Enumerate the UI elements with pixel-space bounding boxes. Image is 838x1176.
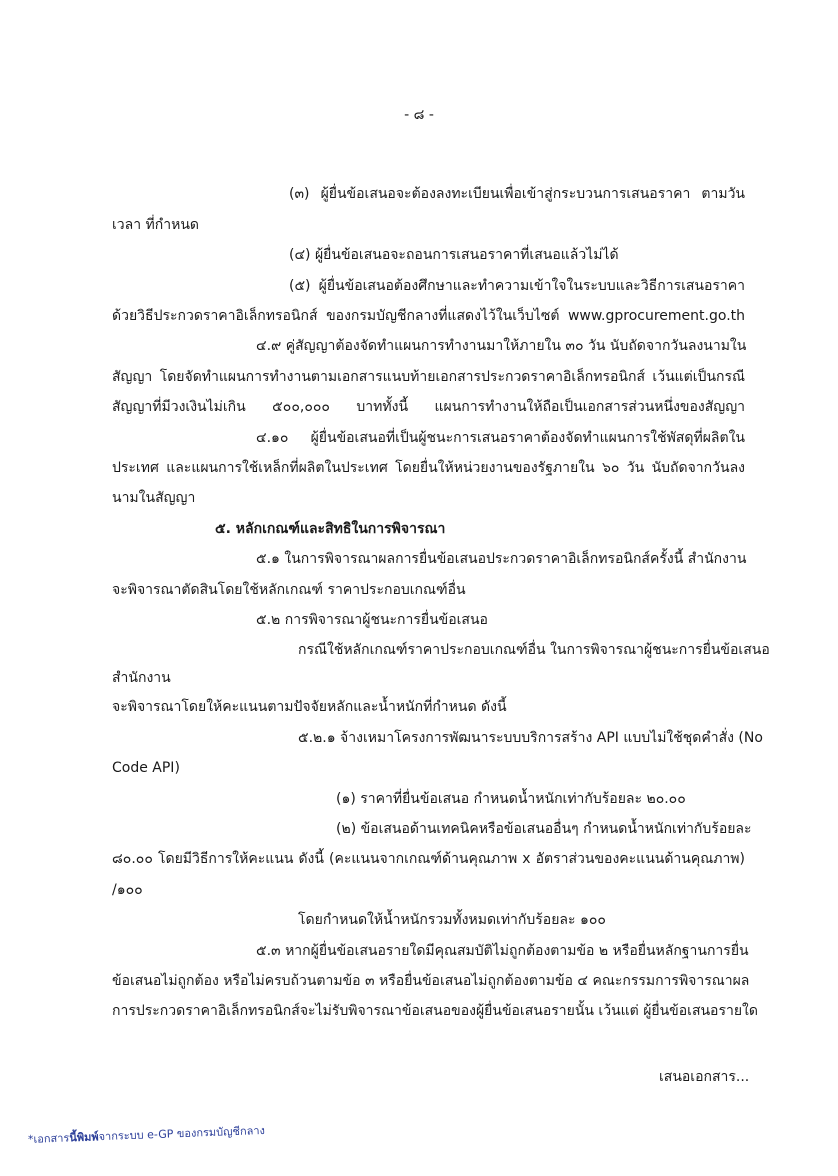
paragraph-line: จะพิจารณาตัดสินโดยใช้หลักเกณฑ์ ราคาประกอบเกณฑ์อื่น xyxy=(112,582,466,598)
stamp-text-2: นี้พิมพ์ xyxy=(69,1130,99,1145)
paragraph-line: (๑) ราคาที่ยื่นข้อเสนอ กำหนดน้ำหนักเท่ากับร้อยละ ๒๐.๐๐ xyxy=(336,791,686,807)
egp-print-stamp xyxy=(28,1121,266,1148)
page-number: - ๘ - xyxy=(404,107,434,123)
paragraph-line: ๕.๓ หากผู้ยื่นข้อเสนอรายใดมีคุณสมบัติไม่ถูกต้องตามข้อ ๒ หรือยื่นหลักฐานการยื่น xyxy=(256,943,749,959)
stamp-text-1: *เอกสาร xyxy=(27,1131,70,1146)
paragraph-line: ๕.๒ การพิจารณาผู้ชนะการยื่นข้อเสนอ xyxy=(256,612,488,628)
paragraph-line: เวลา ที่กำหนด xyxy=(112,217,199,233)
paragraph-line: จะพิจารณาโดยให้คะแนนตามปัจจัยหลักและน้ำหนักที่กำหนด ดังนี้ xyxy=(112,699,507,715)
paragraph-line: นามในสัญญา xyxy=(112,490,196,506)
paragraph-line: (๒) ข้อเสนอด้านเทคนิคหรือข้อเสนออื่นๆ กำหนดน้ำหนักเท่ากับร้อยละ xyxy=(336,821,752,837)
paragraph-line: ๔.๙ คู่สัญญาต้องจัดทำแผนการทำงานมาให้ภายใน ๓๐ วัน นับถัดจากวันลงนามใน xyxy=(256,338,747,354)
paragraph-line: ประเทศ และแผนการใช้เหล็กที่ผลิตในประเทศ โดยยื่นให้หน่วยงานของรัฐภายใน ๖๐ วัน นับถัดจากวันลง xyxy=(112,460,745,476)
paragraph-line: /๑๐๐ xyxy=(112,882,143,898)
stamp-text-3: จากระบบ e-GP ของกรมบัญชีกลาง xyxy=(98,1123,266,1144)
paragraph-line: กรณีใช้หลักเกณฑ์ราคาประกอบเกณฑ์อื่น ในการพิจารณาผู้ชนะการยื่นข้อเสนอ xyxy=(298,642,770,658)
paragraph-line: (๔) ผู้ยื่นข้อเสนอจะถอนการเสนอราคาที่เสนอแล้วไม่ได้ xyxy=(289,247,619,263)
continuation-note: เสนอเอกสาร... xyxy=(659,1069,750,1085)
paragraph-line: ๕.๑ ในการพิจารณาผลการยื่นข้อเสนอประกวดราคาอิเล็กทรอนิกส์ครั้งนี้ สำนักงาน xyxy=(256,551,747,567)
paragraph-line: (๕) ผู้ยื่นข้อเสนอต้องศึกษาและทำความเข้าใจในระบบและวิธีการเสนอราคา xyxy=(289,278,745,294)
paragraph-line: Code API) xyxy=(112,760,180,776)
paragraph-line: ข้อเสนอไม่ถูกต้อง หรือไม่ครบถ้วนตามข้อ ๓ หรือยื่นข้อเสนอไม่ถูกต้องตามข้อ ๔ คณะกรรมการพิจารณาผล xyxy=(112,973,750,989)
paragraph-line: ด้วยวิธีประกวดราคาอิเล็กทรอนิกส์ ของกรมบัญชีกลางที่แสดงไว้ในเว็บไซต์ www.gprocurement.go.th xyxy=(112,308,745,324)
section-heading: ๕. หลักเกณฑ์และสิทธิในการพิจารณา xyxy=(215,521,446,537)
paragraph-line: สัญญา โดยจัดทำแผนการทำงานตามเอกสารแนบท้ายเอกสารประกวดราคาอิเล็กทรอนิกส์ เว้นแต่เป็นกรณี xyxy=(112,369,745,385)
paragraph-line: ๘๐.๐๐ โดยมีวิธีการให้คะแนน ดังนี้ (คะแนนจากเกณฑ์ด้านคุณภาพ x อัตราส่วนของคะแนนด้านคุณภาพ) xyxy=(112,851,745,867)
paragraph-line: สำนักงาน xyxy=(112,670,171,686)
paragraph-line: ๔.๑๐ ผู้ยื่นข้อเสนอที่เป็นผู้ชนะการเสนอราคาต้องจัดทำแผนการใช้พัสดุที่ผลิตใน xyxy=(256,430,745,446)
paragraph-line: (๓) ผู้ยื่นข้อเสนอจะต้องลงทะเบียนเพื่อเข้าสู่กระบวนการเสนอราคา ตามวัน xyxy=(289,186,745,202)
paragraph-line: โดยกำหนดให้น้ำหนักรวมทั้งหมดเท่ากับร้อยละ ๑๐๐ xyxy=(298,912,606,928)
paragraph-line: ๕.๒.๑ จ้างเหมาโครงการพัฒนาระบบบริการสร้าง API แบบไม่ใช้ชุดคำสั่ง (No xyxy=(298,730,763,746)
paragraph-line: สัญญาที่มีวงเงินไม่เกิน ๕๐๐,๐๐๐ บาททั้งนี้ แผนการทำงานให้ถือเป็นเอกสารส่วนหนึ่งของสัญญา xyxy=(112,399,745,415)
paragraph-line: การประกวดราคาอิเล็กทรอนิกส์จะไม่รับพิจารณาข้อเสนอของผู้ยื่นข้อเสนอรายนั้น เว้นแต่ ผู้ยื่นข้อเสนอรายใด xyxy=(112,1003,758,1019)
